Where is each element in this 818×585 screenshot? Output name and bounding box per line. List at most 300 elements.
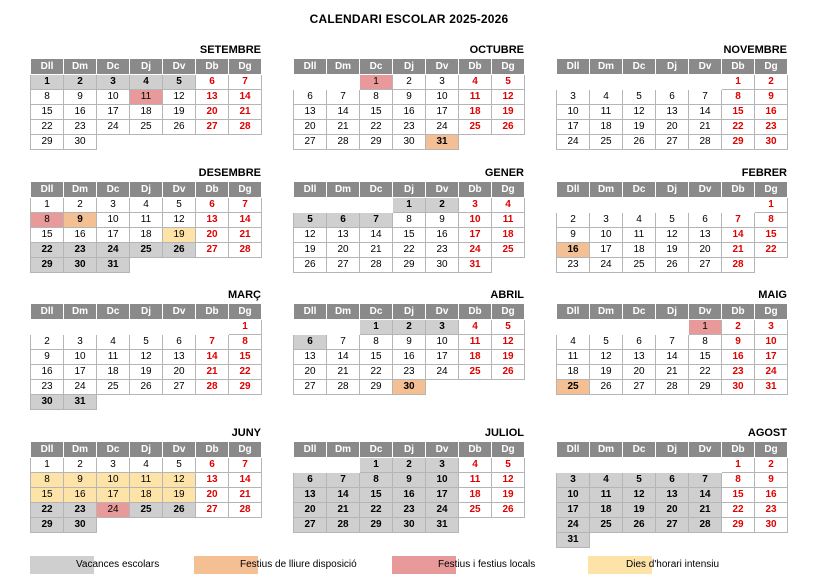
day-cell: 2 bbox=[755, 458, 788, 473]
day-cell: 8 bbox=[722, 90, 755, 105]
empty-cell bbox=[557, 458, 590, 473]
day-cell: 4 bbox=[130, 198, 163, 213]
weekday-header: Dll bbox=[557, 442, 590, 458]
weekday-header: Dv bbox=[426, 442, 459, 458]
month-table bbox=[293, 58, 525, 150]
day-cell: 17 bbox=[97, 228, 130, 243]
empty-cell bbox=[623, 320, 656, 335]
weekday-header: Dg bbox=[492, 59, 525, 75]
day-cell: 2 bbox=[64, 75, 97, 90]
weekday-header: Dc bbox=[97, 304, 130, 320]
day-cell: 10 bbox=[97, 213, 130, 228]
month-table bbox=[30, 441, 262, 533]
week-row bbox=[557, 320, 788, 335]
month-table bbox=[30, 303, 262, 410]
weekday-header: Dj bbox=[656, 304, 689, 320]
day-cell: 20 bbox=[196, 228, 229, 243]
empty-cell bbox=[722, 533, 755, 548]
weekday-header: Dv bbox=[163, 59, 196, 75]
day-cell: 1 bbox=[722, 75, 755, 90]
day-cell: 10 bbox=[557, 105, 590, 120]
day-cell: 10 bbox=[590, 228, 623, 243]
empty-cell bbox=[656, 198, 689, 213]
week-row bbox=[294, 458, 525, 473]
day-cell: 25 bbox=[623, 258, 656, 273]
day-cell: 12 bbox=[492, 473, 525, 488]
week-row bbox=[294, 350, 525, 365]
day-cell: 7 bbox=[327, 473, 360, 488]
day-cell: 3 bbox=[426, 458, 459, 473]
day-cell: 7 bbox=[327, 90, 360, 105]
day-cell: 21 bbox=[360, 243, 393, 258]
empty-cell bbox=[590, 198, 623, 213]
weekday-header: Dm bbox=[64, 182, 97, 198]
empty-cell bbox=[196, 395, 229, 410]
day-cell: 7 bbox=[360, 213, 393, 228]
day-cell: 30 bbox=[722, 380, 755, 395]
day-cell: 14 bbox=[327, 350, 360, 365]
weekday-header-row bbox=[557, 59, 788, 75]
month-table bbox=[556, 441, 788, 548]
day-cell: 8 bbox=[360, 473, 393, 488]
day-cell: 29 bbox=[360, 518, 393, 533]
weekday-header: Dv bbox=[689, 182, 722, 198]
day-cell: 9 bbox=[426, 213, 459, 228]
weekday-header: Db bbox=[459, 182, 492, 198]
week-row bbox=[294, 380, 525, 395]
day-cell: 1 bbox=[722, 458, 755, 473]
week-row bbox=[294, 228, 525, 243]
weekday-header-row bbox=[557, 442, 788, 458]
day-cell: 17 bbox=[459, 228, 492, 243]
weekday-header: Dc bbox=[97, 182, 130, 198]
weekday-header: Dm bbox=[327, 304, 360, 320]
day-cell: 3 bbox=[557, 473, 590, 488]
day-cell: 8 bbox=[31, 90, 64, 105]
day-cell: 12 bbox=[163, 473, 196, 488]
day-cell: 27 bbox=[689, 258, 722, 273]
day-cell: 8 bbox=[360, 90, 393, 105]
day-cell: 22 bbox=[360, 120, 393, 135]
day-cell: 23 bbox=[755, 503, 788, 518]
day-cell: 18 bbox=[130, 228, 163, 243]
day-cell: 22 bbox=[360, 365, 393, 380]
empty-cell bbox=[327, 198, 360, 213]
month-table bbox=[30, 58, 262, 150]
day-cell: 23 bbox=[426, 243, 459, 258]
day-cell: 11 bbox=[623, 228, 656, 243]
day-cell: 22 bbox=[229, 365, 262, 380]
weekday-header: Dg bbox=[229, 442, 262, 458]
day-cell: 21 bbox=[229, 105, 262, 120]
weekday-header: Dc bbox=[360, 304, 393, 320]
weekday-header: Dg bbox=[492, 304, 525, 320]
day-cell: 17 bbox=[426, 350, 459, 365]
month-table bbox=[556, 58, 788, 150]
day-cell: 7 bbox=[656, 335, 689, 350]
week-row bbox=[294, 320, 525, 335]
empty-cell bbox=[229, 135, 262, 150]
day-cell: 20 bbox=[327, 243, 360, 258]
weekday-header: Dc bbox=[97, 59, 130, 75]
weekday-header-row bbox=[31, 304, 262, 320]
empty-cell bbox=[196, 258, 229, 273]
empty-cell bbox=[130, 135, 163, 150]
day-cell: 13 bbox=[656, 105, 689, 120]
week-row bbox=[31, 213, 262, 228]
day-cell: 24 bbox=[426, 503, 459, 518]
day-cell: 21 bbox=[229, 488, 262, 503]
day-cell: 18 bbox=[590, 120, 623, 135]
day-cell: 22 bbox=[31, 120, 64, 135]
weekday-header: Dc bbox=[623, 304, 656, 320]
day-cell: 10 bbox=[426, 90, 459, 105]
day-cell: 6 bbox=[196, 198, 229, 213]
day-cell: 26 bbox=[492, 120, 525, 135]
weekday-header: Dc bbox=[360, 442, 393, 458]
page-title: CALENDARI ESCOLAR 2025-2026 bbox=[309, 12, 509, 26]
day-cell: 19 bbox=[492, 105, 525, 120]
day-cell: 23 bbox=[393, 120, 426, 135]
day-cell: 3 bbox=[755, 320, 788, 335]
weekday-header: Dg bbox=[755, 304, 788, 320]
empty-cell bbox=[229, 258, 262, 273]
week-row bbox=[31, 105, 262, 120]
day-cell: 30 bbox=[393, 380, 426, 395]
week-row bbox=[557, 518, 788, 533]
day-cell: 6 bbox=[656, 473, 689, 488]
empty-cell bbox=[459, 380, 492, 395]
day-cell: 27 bbox=[327, 258, 360, 273]
week-row bbox=[294, 488, 525, 503]
day-cell: 9 bbox=[64, 473, 97, 488]
empty-cell bbox=[492, 518, 525, 533]
weekday-header: Dll bbox=[294, 182, 327, 198]
day-cell: 8 bbox=[31, 473, 64, 488]
day-cell: 29 bbox=[689, 380, 722, 395]
day-cell: 18 bbox=[130, 105, 163, 120]
weekday-header: Dm bbox=[590, 182, 623, 198]
month-gener bbox=[293, 167, 524, 273]
week-row bbox=[294, 365, 525, 380]
week-row bbox=[294, 518, 525, 533]
empty-cell bbox=[163, 135, 196, 150]
day-cell: 13 bbox=[294, 350, 327, 365]
weekday-header: Db bbox=[459, 59, 492, 75]
empty-cell bbox=[623, 533, 656, 548]
weekday-header: Db bbox=[722, 182, 755, 198]
weekday-header: Db bbox=[196, 304, 229, 320]
week-row bbox=[31, 90, 262, 105]
day-cell: 11 bbox=[130, 90, 163, 105]
day-cell: 29 bbox=[722, 135, 755, 150]
month-table bbox=[293, 441, 525, 533]
week-row bbox=[557, 105, 788, 120]
day-cell: 2 bbox=[557, 213, 590, 228]
weekday-header: Dm bbox=[590, 442, 623, 458]
day-cell: 2 bbox=[393, 458, 426, 473]
week-row bbox=[31, 518, 262, 533]
empty-cell bbox=[689, 75, 722, 90]
day-cell: 19 bbox=[492, 350, 525, 365]
empty-cell bbox=[689, 533, 722, 548]
day-cell: 4 bbox=[130, 75, 163, 90]
weekday-header: Dv bbox=[689, 304, 722, 320]
weekday-header: Dg bbox=[229, 182, 262, 198]
day-cell: 28 bbox=[327, 135, 360, 150]
day-cell: 1 bbox=[360, 458, 393, 473]
week-row bbox=[294, 335, 525, 350]
weekday-header: Dll bbox=[294, 442, 327, 458]
day-cell: 22 bbox=[689, 365, 722, 380]
weekday-header: Dm bbox=[64, 442, 97, 458]
weekday-header: Dm bbox=[327, 59, 360, 75]
day-cell: 10 bbox=[97, 90, 130, 105]
empty-cell bbox=[360, 198, 393, 213]
weekday-header: Dv bbox=[163, 442, 196, 458]
empty-cell bbox=[656, 533, 689, 548]
day-cell: 25 bbox=[459, 365, 492, 380]
day-cell: 19 bbox=[163, 228, 196, 243]
day-cell: 21 bbox=[656, 365, 689, 380]
day-cell: 6 bbox=[623, 335, 656, 350]
day-cell: 9 bbox=[64, 213, 97, 228]
day-cell: 1 bbox=[31, 75, 64, 90]
day-cell: 10 bbox=[557, 488, 590, 503]
day-cell: 5 bbox=[590, 335, 623, 350]
empty-cell bbox=[755, 258, 788, 273]
weekday-header: Dj bbox=[656, 182, 689, 198]
month-name: FEBRER bbox=[741, 167, 787, 179]
day-cell: 26 bbox=[130, 380, 163, 395]
day-cell: 27 bbox=[196, 120, 229, 135]
day-cell: 24 bbox=[426, 120, 459, 135]
day-cell: 5 bbox=[163, 75, 196, 90]
month-juliol bbox=[293, 427, 524, 533]
day-cell: 21 bbox=[327, 120, 360, 135]
empty-cell bbox=[459, 135, 492, 150]
day-cell: 13 bbox=[623, 350, 656, 365]
day-cell: 21 bbox=[689, 503, 722, 518]
day-cell: 11 bbox=[459, 473, 492, 488]
day-cell: 28 bbox=[360, 258, 393, 273]
day-cell: 24 bbox=[426, 365, 459, 380]
weekday-header: Dv bbox=[426, 182, 459, 198]
week-row bbox=[31, 75, 262, 90]
empty-cell bbox=[229, 395, 262, 410]
weekday-header: Dg bbox=[492, 182, 525, 198]
day-cell: 30 bbox=[393, 135, 426, 150]
day-cell: 9 bbox=[755, 473, 788, 488]
day-cell: 17 bbox=[64, 365, 97, 380]
weekday-header: Dc bbox=[623, 442, 656, 458]
day-cell: 11 bbox=[459, 90, 492, 105]
day-cell: 12 bbox=[623, 105, 656, 120]
day-cell: 16 bbox=[393, 350, 426, 365]
day-cell: 9 bbox=[393, 90, 426, 105]
day-cell: 29 bbox=[31, 258, 64, 273]
day-cell: 1 bbox=[360, 75, 393, 90]
day-cell: 7 bbox=[689, 473, 722, 488]
day-cell: 13 bbox=[294, 488, 327, 503]
day-cell: 4 bbox=[97, 335, 130, 350]
week-row bbox=[557, 458, 788, 473]
day-cell: 8 bbox=[755, 213, 788, 228]
weekday-header: Dm bbox=[64, 304, 97, 320]
day-cell: 15 bbox=[229, 350, 262, 365]
day-cell: 18 bbox=[97, 365, 130, 380]
day-cell: 14 bbox=[656, 350, 689, 365]
day-cell: 12 bbox=[163, 213, 196, 228]
week-row bbox=[557, 503, 788, 518]
weekday-header: Dg bbox=[229, 304, 262, 320]
day-cell: 6 bbox=[196, 458, 229, 473]
week-row bbox=[294, 75, 525, 90]
week-row bbox=[31, 320, 262, 335]
week-row bbox=[557, 533, 788, 548]
day-cell: 23 bbox=[64, 243, 97, 258]
day-cell: 16 bbox=[755, 105, 788, 120]
day-cell: 5 bbox=[492, 320, 525, 335]
day-cell: 17 bbox=[557, 503, 590, 518]
weekday-header: Db bbox=[196, 182, 229, 198]
day-cell: 11 bbox=[97, 350, 130, 365]
day-cell: 8 bbox=[360, 335, 393, 350]
day-cell: 31 bbox=[557, 533, 590, 548]
day-cell: 2 bbox=[64, 458, 97, 473]
day-cell: 27 bbox=[163, 380, 196, 395]
day-cell: 2 bbox=[393, 320, 426, 335]
day-cell: 26 bbox=[492, 365, 525, 380]
day-cell: 11 bbox=[130, 473, 163, 488]
weekday-header: Dg bbox=[755, 442, 788, 458]
month-novembre bbox=[556, 44, 787, 150]
day-cell: 3 bbox=[64, 335, 97, 350]
day-cell: 23 bbox=[64, 503, 97, 518]
day-cell: 14 bbox=[327, 488, 360, 503]
day-cell: 26 bbox=[590, 380, 623, 395]
weekday-header-row bbox=[31, 59, 262, 75]
week-row bbox=[294, 243, 525, 258]
day-cell: 12 bbox=[492, 335, 525, 350]
day-cell: 21 bbox=[196, 365, 229, 380]
weekday-header: Dg bbox=[492, 442, 525, 458]
day-cell: 19 bbox=[294, 243, 327, 258]
day-cell: 3 bbox=[459, 198, 492, 213]
empty-cell bbox=[229, 518, 262, 533]
day-cell: 10 bbox=[426, 473, 459, 488]
empty-cell bbox=[294, 320, 327, 335]
legend bbox=[0, 556, 818, 578]
day-cell: 13 bbox=[327, 228, 360, 243]
empty-cell bbox=[163, 518, 196, 533]
day-cell: 28 bbox=[689, 135, 722, 150]
day-cell: 16 bbox=[755, 488, 788, 503]
day-cell: 7 bbox=[229, 458, 262, 473]
day-cell: 7 bbox=[229, 198, 262, 213]
week-row bbox=[557, 258, 788, 273]
empty-cell bbox=[64, 320, 97, 335]
week-row bbox=[557, 365, 788, 380]
day-cell: 17 bbox=[97, 105, 130, 120]
empty-cell bbox=[623, 75, 656, 90]
week-row bbox=[31, 458, 262, 473]
weekday-header: Dll bbox=[294, 304, 327, 320]
day-cell: 15 bbox=[755, 228, 788, 243]
day-cell: 24 bbox=[590, 258, 623, 273]
day-cell: 16 bbox=[393, 488, 426, 503]
month-name: DESEMBRE bbox=[198, 167, 261, 179]
day-cell: 23 bbox=[393, 503, 426, 518]
day-cell: 21 bbox=[689, 120, 722, 135]
empty-cell bbox=[97, 135, 130, 150]
day-cell: 27 bbox=[196, 243, 229, 258]
day-cell: 4 bbox=[590, 90, 623, 105]
day-cell: 19 bbox=[623, 120, 656, 135]
day-cell: 15 bbox=[722, 105, 755, 120]
day-cell: 14 bbox=[689, 488, 722, 503]
weekday-header-row bbox=[31, 442, 262, 458]
day-cell: 18 bbox=[492, 228, 525, 243]
empty-cell bbox=[656, 320, 689, 335]
empty-cell bbox=[294, 198, 327, 213]
day-cell: 13 bbox=[196, 213, 229, 228]
empty-cell bbox=[196, 135, 229, 150]
day-cell: 29 bbox=[722, 518, 755, 533]
weekday-header: Dll bbox=[31, 59, 64, 75]
day-cell: 4 bbox=[459, 458, 492, 473]
week-row bbox=[31, 365, 262, 380]
weekday-header-row bbox=[557, 304, 788, 320]
empty-cell bbox=[492, 135, 525, 150]
month-juny bbox=[30, 427, 261, 533]
day-cell: 3 bbox=[426, 75, 459, 90]
day-cell: 15 bbox=[31, 228, 64, 243]
weekday-header: Dv bbox=[689, 442, 722, 458]
day-cell: 23 bbox=[722, 365, 755, 380]
weekday-header: Dv bbox=[426, 304, 459, 320]
day-cell: 11 bbox=[492, 213, 525, 228]
empty-cell bbox=[327, 320, 360, 335]
day-cell: 7 bbox=[229, 75, 262, 90]
week-row bbox=[294, 198, 525, 213]
day-cell: 23 bbox=[64, 120, 97, 135]
day-cell: 28 bbox=[327, 380, 360, 395]
day-cell: 8 bbox=[722, 473, 755, 488]
weekday-header: Dll bbox=[31, 304, 64, 320]
empty-cell bbox=[97, 518, 130, 533]
day-cell: 13 bbox=[294, 105, 327, 120]
weekday-header: Dll bbox=[557, 304, 590, 320]
weekday-header: Dv bbox=[689, 59, 722, 75]
day-cell: 6 bbox=[163, 335, 196, 350]
day-cell: 26 bbox=[163, 503, 196, 518]
month-name: GENER bbox=[484, 167, 524, 179]
month-name: OCTUBRE bbox=[469, 44, 524, 56]
week-row bbox=[31, 198, 262, 213]
empty-cell bbox=[196, 518, 229, 533]
empty-cell bbox=[130, 258, 163, 273]
legend-label-vacances: Vacances escolars bbox=[76, 559, 160, 570]
day-cell: 8 bbox=[393, 213, 426, 228]
day-cell: 26 bbox=[163, 120, 196, 135]
weekday-header: Dv bbox=[426, 59, 459, 75]
empty-cell bbox=[130, 518, 163, 533]
weekday-header: Db bbox=[196, 442, 229, 458]
day-cell: 25 bbox=[492, 243, 525, 258]
day-cell: 19 bbox=[163, 488, 196, 503]
day-cell: 20 bbox=[163, 365, 196, 380]
